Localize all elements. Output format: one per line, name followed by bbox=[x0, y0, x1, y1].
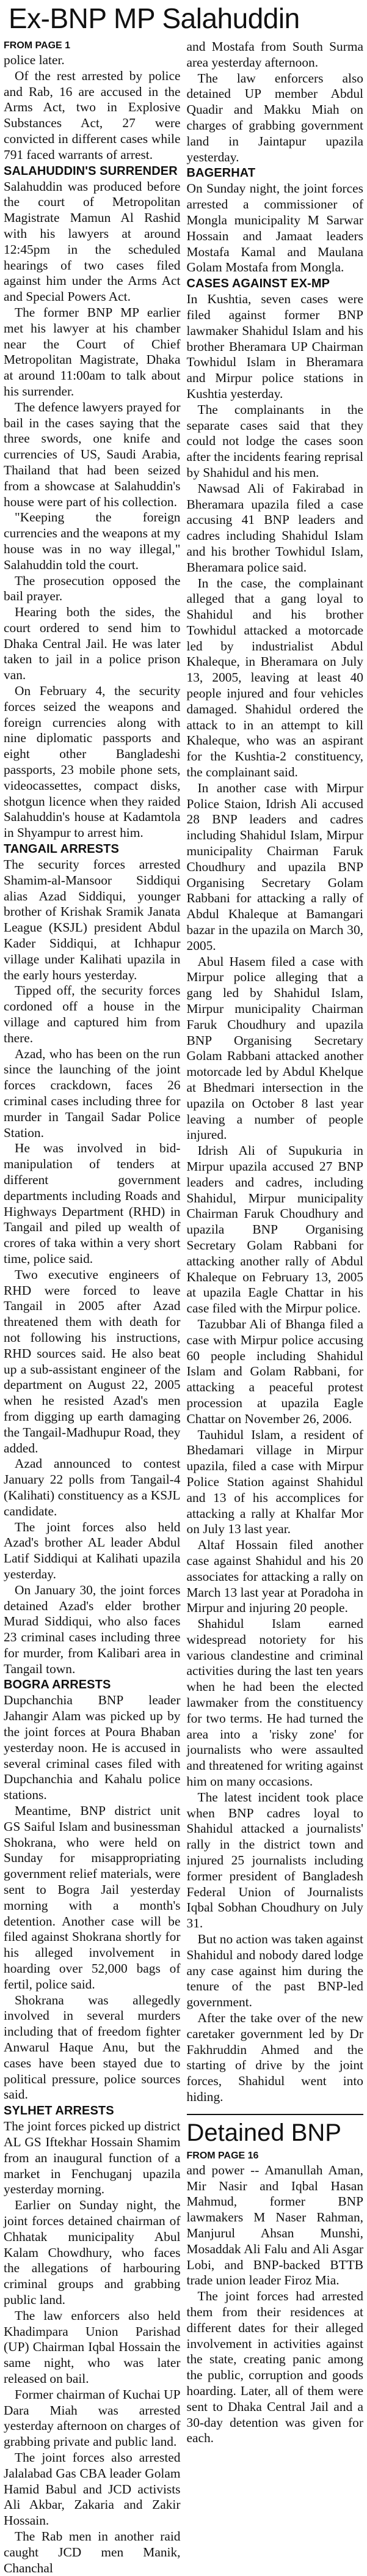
subhead-tangail: TANGAIL ARRESTS bbox=[4, 842, 119, 856]
paragraph: Tazubbar Ali of Bhanga filed a case with Mirpur police accusing 60 people including Shahidul Islam and Golam Rabbani, for attacking a peaceful protest procession at upazila Eagle Chattar on November 26, 2006. bbox=[186, 1316, 363, 1426]
paragraph: Tipped off, the security forces cordoned off a house in the village and captured him from there. bbox=[4, 983, 181, 1045]
paragraph: The joint forces picked up district AL GS Iftekhar Hossain Shamim from an inaugural function of a market in Fenchuganj upazila yesterday morning. bbox=[4, 2119, 181, 2197]
paragraph: and power -- Amanullah Aman, Mir Nasir and Iqbal Hasan Mahmud, former BNP lawmakers M Naser Rahman, Manjurul Ahsan Munshi, Mosaddak Ali Falu and Ali Asgar Lobi, and BNP-backed BTTB trade union leader Firoz Mia. bbox=[186, 2162, 363, 2288]
paragraph: The joint forces also held Azad's brother AL leader Abdul Latif Siddiqui at Kalihati upazila yesterday. bbox=[4, 1519, 181, 1581]
paragraph: "Keeping the foreign currencies and the weapons at my house was in no way illegal," Salahuddin told the court. bbox=[4, 510, 181, 572]
paragraph: Idrish Ali of Supukuria in Mirpur upazila accused 27 BNP leaders and cadres, including Shahidul, Mirpur municipality Chairman Faruk Choudhury and upazila BNP Organising Secretary Golam Rabbani for attacking another rally of Abdul Khaleque on February 13, 2005 at upazila Eagle Chattar in his case filed with the Mirpur police. bbox=[186, 1143, 363, 1316]
paragraph: The joint forces also arrested Jalalabad Gas CBA leader Golam Hamid Babul and JCD activists Ali Akbar, Zakaria and Zakir Hossain. bbox=[4, 2449, 181, 2528]
paragraph: On January 30, the joint forces detained Azad's elder brother Murad Siddiqui, who also faces 23 criminal cases including three for murder, from Kalibari area in Tangail town. bbox=[4, 1582, 181, 1676]
paragraph: Dupchanchia BNP leader Jahangir Alam was picked up by the joint forces at Poura Bhaban yesterday noon. He is accused in several criminal cases filed with Dupchanchia and Kahalu police stations. bbox=[4, 1693, 181, 1803]
paragraph: But no action was taken against Shahidul and nobody dared lodge any case against him during the tenure of the past BNP-led government. bbox=[186, 1932, 363, 2010]
paragraph: Earlier on Sunday night, the joint forces detained chairman of Chhatak municipality Abul Kalam Chowdhury, who faces the allegations of harbouring criminal groups and grabbing public land. bbox=[4, 2198, 181, 2307]
paragraph: After the take over of the new caretaker government led by Dr Fakhruddin Ahmed and the starting of drive by the joint forces, Shahidul went into hiding. bbox=[186, 2011, 363, 2104]
paragraph: Shahidul Islam earned widespread notoriety for his various clandestine and criminal activities during the last ten years when he had been the elected lawmaker from the constituency for two terms. He had turned the area into a 'risky zone' for journalists who were assaulted and threatened for writing against him on many occasions. bbox=[186, 1616, 363, 1789]
story-divider bbox=[187, 2114, 364, 2115]
second-headline: Detained BNP bbox=[186, 2119, 341, 2146]
paragraph: Salahuddin was produced before the court of Metropolitan Magistrate Mamun Al Rashid with his lawyers at around 12:45pm in the scheduled hearings of two cases filed against him under the Arms Act and Special Powers Act. bbox=[4, 178, 181, 304]
column-2 bbox=[187, 39, 364, 2446]
paragraph: Shokrana was allegedly involved in several murders including that of freedom fighter Anwarul Haque Anu, but the cases have been stayed due to political pressure, police sources said. bbox=[4, 1992, 181, 2102]
paragraph: On February 4, the security forces seized the weapons and foreign currencies along with nine diplomatic passports and eight other Bangladeshi passports, 23 mobile phone sets, videocassettes, compact disks, shotgun licence when they raided Salahuddin's house at Kadamtola in Shyampur to arrest him. bbox=[4, 683, 181, 841]
paragraph: Meantime, BNP district unit GS Saiful Islam and businessman Shokrana, who were held on Sunday for misappropriating government relief materials, were sent to Bogra Jail yesterday morning with a month's detention. Another case will be filed against Shokrana shortly for his alleged involvement in hoarding over 52,000 bags of fertil, police said. bbox=[4, 1803, 181, 1992]
paragraph: On Sunday night, the joint forces arrested a commissioner of Mongla municipality M Sarwar Hossain and Jamaat leaders Mostafa Kamal and Maulana Golam Mostafa from Mongla. bbox=[186, 181, 363, 275]
paragraph: The law enforcers also held Khadimpara Union Parishad (UP) Chairman Iqbal Hossain the same night, who was later released on bail. bbox=[4, 2308, 181, 2386]
continued-from-label: FROM PAGE 1 bbox=[4, 40, 71, 51]
headline: Ex-BNP MP Salahuddin bbox=[9, 2, 300, 34]
paragraph: In another case with Mirpur Police Staion, Idrish Ali accused 28 BNP leaders and cadres including Shahidul Islam, Mirpur municipality Chairman Faruk Choudhury and upazila BNP Organising Secretary Golam Rabbani for attacking a rally of Abdul Khaleque at Bamangari bazar in the upazila on March 30, 2005. bbox=[186, 780, 363, 953]
paragraph: He was involved in bid-manipulation of tenders at different government departments including Roads and Highways Department (RHD) in Tangail and piled up wealth of crores of taka within a very short time, police said. bbox=[4, 1141, 181, 1266]
paragraph: Two executive engineers of RHD were forced to leave Tangail in 2005 after Azad threatened them with death for not following his instructions, RHD sources said. He also beat up a sub-assistant engineer of the department on August 22, 2005 when he resisted Azad's men from digging up earth damaging the Tangail-Madhupur Road, they added. bbox=[4, 1267, 181, 1455]
paragraph: Abul Hasem filed a case with Mirpur police alleging that a gang led by Shahidul Islam, Mirpur municipality Chairman Faruk Choudhury and upazila BNP Organising Secretary Golam Rabbani attacked another motorcade led by Abdul Khelque at Bhedmari intersection in the upazila on October 8 last year leaving a number of people injured. bbox=[186, 954, 363, 1143]
subhead-surrender: SALAHUDDIN'S SURRENDER bbox=[4, 164, 178, 178]
paragraph: Tauhidul Islam, a resident of Bhedamari village in Mirpur upazila, filed a case with Mirpur Police Station against Shahidul and 13 of his accomplices for attacking a rally at Khalfar Mor on July 13 last year. bbox=[186, 1427, 363, 1537]
subhead-bogra: BOGRA ARRESTS bbox=[4, 1678, 111, 1692]
paragraph: Nawsad Ali of Fakirabad in Bheramara upazila filed a case accusing 41 BNP leaders and cadres including Shahidul Islam and his brother Towhidul Islam, Bheramara police said. bbox=[186, 480, 363, 575]
article-columns bbox=[4, 39, 363, 2576]
paragraph: Former chairman of Kuchai UP Dara Miah was arrested yesterday afternoon on charges of grabbing private and public land. bbox=[4, 2386, 181, 2449]
paragraph: Hearing both the sides, the court ordered to send him to Dhaka Central Jail. He was later taken to jail in a police prison van. bbox=[4, 605, 181, 683]
column-1 bbox=[4, 39, 181, 2576]
continued-from-label: FROM PAGE 16 bbox=[186, 2150, 259, 2161]
paragraph: Altaf Hossain filed another case against Shahidul and his 20 associates for attacking a rally on March 13 last year at Poradoha in Mirpur and injuring 20 people. bbox=[186, 1537, 363, 1616]
paragraph: police later. bbox=[4, 53, 65, 67]
newspaper-page bbox=[0, 2, 367, 2575]
paragraph: and Mostafa from South Surma area yesterday afternoon. bbox=[186, 39, 363, 70]
subhead-cases-ex-mp: CASES AGAINST EX-MP bbox=[186, 277, 330, 291]
paragraph: The prosecution opposed the bail prayer. bbox=[4, 573, 181, 604]
paragraph: Of the rest arrested by police and Rab, 16 are accused in the Arms Act, two in Explosive Substances Act, 27 were convicted in different cases while 791 faced warrants of arrest. bbox=[4, 68, 181, 162]
paragraph: Azad announced to contest January 22 polls from Tangail-4 (Kalihati) constituency as a KSJL candidate. bbox=[4, 1456, 181, 1518]
paragraph: In the case, the complainant alleged that a gang loyal to Shahidul and his brother Towhidul attacked a motorcade led by industrialist Abdul Khaleque, in Bheramara on July 13, 2005, leaving at least 40 people injured and four vehicles damaged. Shahidul ordered the attack to in an attempt to kill Khaleque, who was an aspirant for the Kushtia-2 constituency, the complainant said. bbox=[186, 575, 363, 780]
paragraph: The latest incident took place when BNP cadres loyal to Shahidul attacked a journalists' rally in the district town and injured 25 journalists including former president of Bangladesh Federal Union of Journalists Iqbal Sobhan Choudhury on July 31. bbox=[186, 1789, 363, 1931]
paragraph: The complainants in the separate cases said that they could not lodge the cases soon after the incidents fearing reprisal by Shahidul and his men. bbox=[186, 402, 363, 480]
subhead-bagerhat: BAGERHAT bbox=[186, 166, 256, 180]
paragraph: The security forces arrested Shamim-al-Mansoor Siddiqui alias Azad Siddiqui, younger brother of Krishak Sramik Janata League (KSJL) president Abdul Kader Siddiqui, at Ichhapur village under Kalihati upazila in the early hours yesterday. bbox=[4, 857, 181, 982]
paragraph: The joint forces had arrested them from their residences at different dates for their alleged involvement in activities against the state, creating panic among the public, corruption and goods hoarding. Later, all of them were sent to Dhaka Central Jail and a 30-day detention was given for each. bbox=[186, 2289, 363, 2446]
paragraph: In Kushtia, seven cases were filed against former BNP lawmaker Shahidul Islam and his brother Bheramara UP Chairman Towhidul Islam in Bheramara and Mirpur police stations in Kushtia yesterday. bbox=[186, 292, 363, 401]
paragraph: The Rab men in another raid caught JCD men Manik, Chanchal bbox=[4, 2528, 181, 2575]
subhead-sylhet: SYLHET ARRESTS bbox=[4, 2104, 114, 2118]
paragraph: The defence lawyers prayed for bail in the cases saying that the three swords, one knife and currencies of US, Saudi Arabia, Thailand that had been seized from a showcase at Salahuddin's house were part of his collection. bbox=[4, 399, 181, 509]
paragraph: The law enforcers also detained UP member Abdul Quadir and Makku Miah on charges of grabbing government land in Jaintapur upazila yesterday. bbox=[186, 70, 363, 164]
paragraph: The former BNP MP earlier met his lawyer at his chamber near the Court of Chief Metropolitan Magistrate, Dhaka at around 11:00am to talk about his surrender. bbox=[4, 304, 181, 399]
paragraph: Azad, who has been on the run since the launching of the joint forces crackdown, faces 26 criminal cases including three for murder in Tangail Sadar Police Station. bbox=[4, 1046, 181, 1140]
